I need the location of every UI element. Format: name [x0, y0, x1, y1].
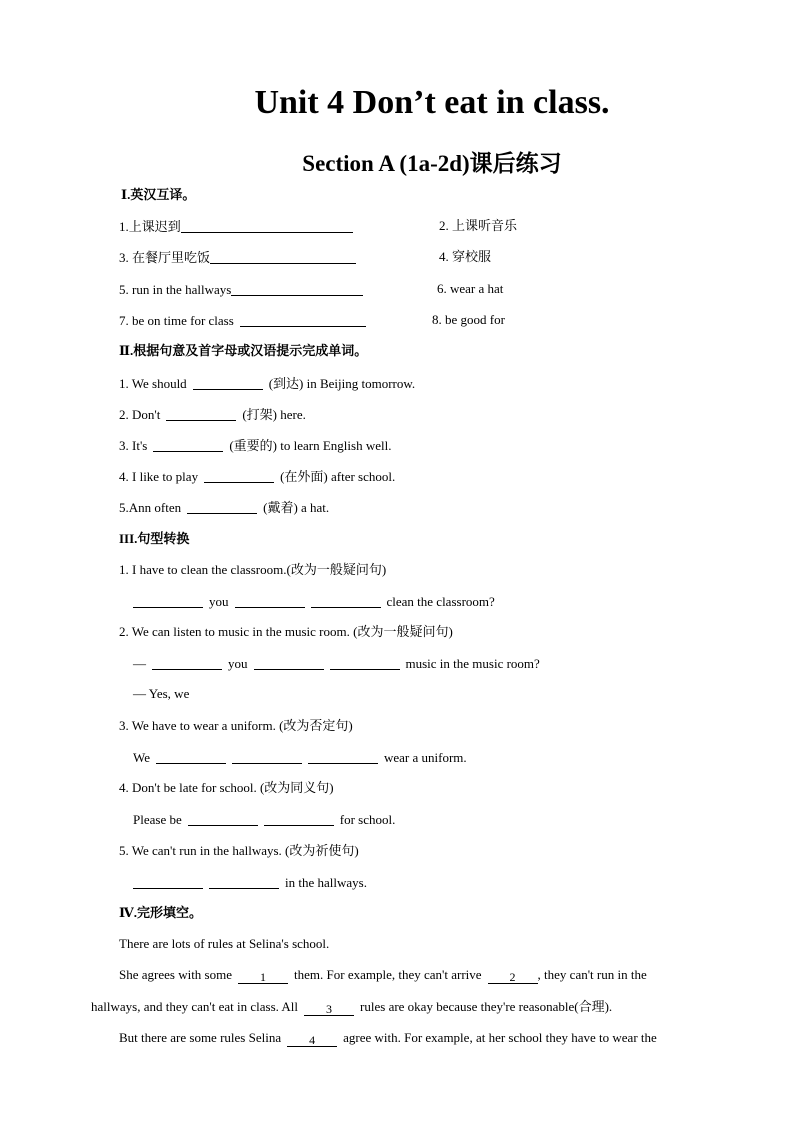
- answer-blank[interactable]: [133, 595, 203, 608]
- answer-blank[interactable]: [330, 657, 400, 670]
- translation-item-5: [119, 281, 363, 298]
- item-text: 3. 在餐厅里吃饭: [119, 250, 211, 265]
- answer-blank[interactable]: [204, 470, 274, 483]
- item-text: 5.Ann often: [119, 500, 182, 515]
- item-hint: (重要的) to learn English well.: [229, 438, 392, 453]
- item-text: 7. be on time for class: [119, 313, 234, 328]
- cloze-text: them. For example, they can't arrive: [294, 967, 482, 982]
- cloze-paragraph-1: There are lots of rules at Selina's school.: [119, 936, 330, 951]
- cloze-text: agree with. For example, at her school they have to wear the: [343, 1030, 657, 1045]
- answer-blank[interactable]: [308, 751, 378, 764]
- section-heading-word-completion: Ⅱ.根据句意及首字母或汉语提示完成单词。: [119, 343, 368, 358]
- item-hint: (戴着) a hat.: [263, 500, 330, 515]
- transform-reply-2: — Yes, we: [133, 686, 190, 701]
- transform-question-3: 3. We have to wear a uniform. (改为否定句): [119, 718, 353, 733]
- answer-blank[interactable]: [240, 314, 366, 327]
- answer-blank[interactable]: [187, 501, 257, 514]
- answer-text: for school.: [339, 812, 396, 827]
- answer-blank[interactable]: [235, 595, 305, 608]
- translation-item-1: [119, 218, 353, 235]
- answer-text: Please be: [133, 812, 182, 827]
- transform-question-4: 4. Don't be late for school. (改为同义句): [119, 780, 334, 795]
- answer-blank[interactable]: [254, 657, 324, 670]
- answer-blank[interactable]: [311, 595, 381, 608]
- transform-question-5: 5. We can't run in the hallways. (改为祈使句): [119, 843, 359, 858]
- item-hint: (到达) in Beijing tomorrow.: [268, 376, 416, 391]
- answer-text: clean the classroom?: [386, 594, 495, 609]
- translation-item-7: [119, 312, 366, 329]
- translation-item-8: 8. be good for: [432, 312, 505, 327]
- answer-blank[interactable]: [232, 751, 302, 764]
- transform-answer-3: [133, 749, 467, 766]
- item-text: 4. I like to play: [119, 469, 199, 484]
- cloze-text: But there are some rules Selina: [119, 1030, 282, 1045]
- document-title: Unit 4 Don’t eat in class.: [254, 84, 610, 121]
- word-item-4: [119, 468, 395, 485]
- translation-item-3: [119, 249, 356, 266]
- cloze-text: hallways, and they can't eat in class. All: [91, 999, 299, 1014]
- word-item-2: [119, 406, 306, 423]
- item-text: 3. It's: [119, 438, 148, 453]
- item-text: 2. Don't: [119, 407, 161, 422]
- answer-text: wear a uniform.: [384, 750, 467, 765]
- answer-blank[interactable]: [209, 876, 279, 889]
- answer-blank[interactable]: [264, 813, 334, 826]
- transform-answer-5: [133, 874, 367, 891]
- transform-answer-1: [133, 593, 495, 610]
- answer-blank[interactable]: [231, 283, 363, 296]
- answer-text: you: [228, 656, 248, 671]
- item-text: 1. We should: [119, 376, 187, 391]
- answer-text: you: [209, 594, 229, 609]
- word-item-3: [119, 437, 391, 454]
- transform-question-2: 2. We can listen to music in the music room. (改为一般疑问句): [119, 624, 453, 639]
- answer-text: in the hallways.: [285, 875, 367, 890]
- answer-blank[interactable]: [188, 813, 258, 826]
- item-text: 5. run in the hallways: [119, 282, 232, 297]
- word-item-1: [119, 375, 415, 392]
- answer-blank[interactable]: [193, 377, 263, 390]
- answer-blank[interactable]: [153, 439, 223, 452]
- item-text: 1.上课迟到: [119, 219, 181, 234]
- cloze-blank-4[interactable]: 4: [287, 1034, 337, 1047]
- transform-question-1: 1. I have to clean the classroom.(改为一般疑问句): [119, 562, 387, 577]
- item-hint: (打架) here.: [242, 407, 306, 422]
- cloze-blank-2[interactable]: 2: [488, 971, 538, 984]
- cloze-line-4: [119, 1030, 657, 1046]
- answer-text: We: [133, 750, 150, 765]
- answer-blank[interactable]: [152, 657, 222, 670]
- cloze-blank-1[interactable]: 1: [238, 971, 288, 984]
- answer-blank[interactable]: [166, 408, 236, 421]
- translation-item-6: 6. wear a hat: [437, 281, 504, 296]
- cloze-text: She agrees with some: [119, 967, 233, 982]
- cloze-line-3: [91, 999, 612, 1015]
- item-hint: (在外面) after school.: [280, 469, 396, 484]
- transform-answer-4: [133, 811, 395, 828]
- section-heading-cloze: Ⅳ.完形填空。: [119, 905, 203, 920]
- cloze-line-2: [119, 967, 647, 983]
- transform-answer-2: [133, 655, 540, 672]
- translation-item-4: 4. 穿校服: [439, 249, 492, 264]
- translation-item-2: 2. 上课听音乐: [439, 218, 518, 233]
- answer-blank[interactable]: [210, 251, 356, 264]
- dash: —: [133, 656, 146, 671]
- cloze-blank-3[interactable]: 3: [304, 1003, 354, 1016]
- answer-text: music in the music room?: [405, 656, 540, 671]
- cloze-text: rules are okay because they're reasonable(合理).: [360, 999, 613, 1014]
- answer-blank[interactable]: [133, 876, 203, 889]
- answer-blank[interactable]: [156, 751, 226, 764]
- section-heading-translation: Ⅰ.英汉互译。: [121, 187, 196, 202]
- cloze-text: , they can't run in the: [537, 967, 647, 982]
- section-heading-sentence-transform: III.句型转换: [119, 531, 190, 546]
- document-subtitle: Section A (1a-2d)课后练习: [302, 151, 562, 176]
- word-item-5: [119, 499, 329, 516]
- answer-blank[interactable]: [181, 220, 353, 233]
